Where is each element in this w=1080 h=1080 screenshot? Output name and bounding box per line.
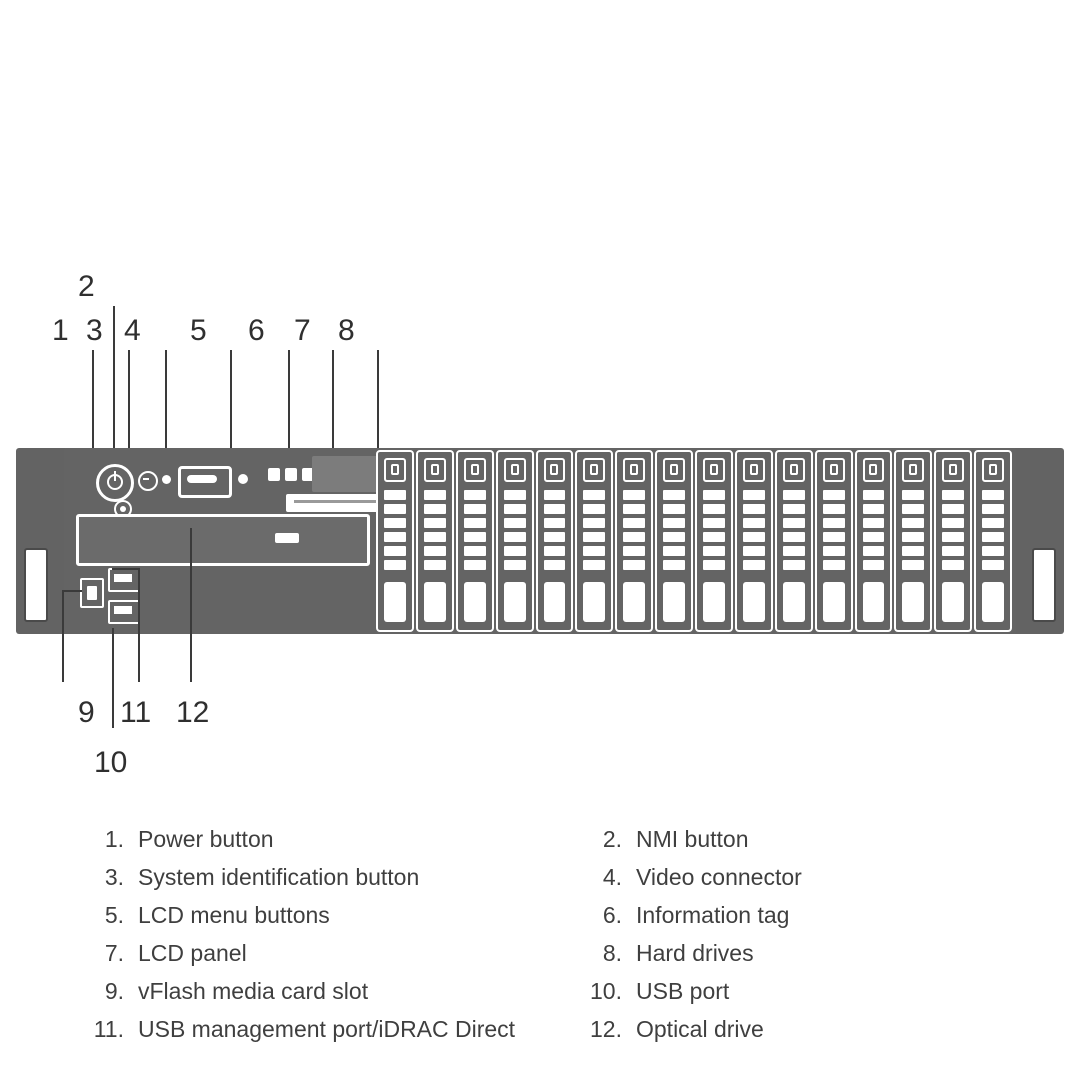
usb-port-icon[interactable] bbox=[108, 600, 140, 624]
drive-latch-icon[interactable] bbox=[783, 458, 805, 482]
drive-handle[interactable] bbox=[783, 582, 805, 622]
rack-ear-left-slot bbox=[24, 548, 48, 622]
drive-vents bbox=[504, 490, 526, 574]
drive-latch-icon[interactable] bbox=[942, 458, 964, 482]
callout-number-11-wrap bbox=[120, 698, 151, 728]
drive-latch-icon[interactable] bbox=[743, 458, 765, 482]
callout-number-3: 3 bbox=[86, 314, 103, 347]
hard-drive-bay-10[interactable] bbox=[735, 450, 773, 632]
server-chassis bbox=[16, 448, 1064, 634]
front-control-strip bbox=[76, 454, 376, 512]
hard-drive-bay-11[interactable] bbox=[775, 450, 813, 632]
drive-latch-icon[interactable] bbox=[982, 458, 1004, 482]
legend-item-9 bbox=[78, 972, 578, 1010]
legend-item-12 bbox=[578, 1010, 1008, 1048]
drive-handle[interactable] bbox=[424, 582, 446, 622]
legend-item-8-number: 8. bbox=[602, 940, 622, 966]
legend-column-left bbox=[78, 820, 578, 1048]
drive-handle[interactable] bbox=[743, 582, 765, 622]
legend-item-6 bbox=[578, 896, 1008, 934]
legend-item-6-label: Information tag bbox=[636, 902, 790, 928]
system-identification-button-icon[interactable] bbox=[138, 471, 158, 491]
callout-number-2-wrap bbox=[78, 272, 95, 302]
legend-item-6-number: 6. bbox=[602, 902, 622, 928]
power-button-icon[interactable] bbox=[96, 464, 134, 502]
drive-vents bbox=[783, 490, 805, 574]
drive-vents bbox=[942, 490, 964, 574]
legend-item-4 bbox=[578, 858, 1008, 896]
drive-latch-icon[interactable] bbox=[583, 458, 605, 482]
drive-vents bbox=[623, 490, 645, 574]
drive-handle[interactable] bbox=[623, 582, 645, 622]
drive-vents bbox=[902, 490, 924, 574]
legend-item-4-number: 4. bbox=[602, 864, 622, 890]
legend-item-5-number: 5. bbox=[104, 902, 124, 928]
callout-number-4: 4 bbox=[124, 314, 141, 347]
legend-item-7-number: 7. bbox=[104, 940, 124, 966]
callout-number-8-wrap bbox=[338, 316, 355, 346]
optical-drive-eject-icon[interactable] bbox=[275, 533, 299, 543]
legend-item-8 bbox=[578, 934, 1008, 972]
front-io-cluster bbox=[80, 566, 200, 628]
hard-drive-bay-16[interactable] bbox=[974, 450, 1012, 632]
drive-handle[interactable] bbox=[583, 582, 605, 622]
drive-vents bbox=[703, 490, 725, 574]
drive-vents bbox=[823, 490, 845, 574]
legend-item-8-label: Hard drives bbox=[636, 940, 754, 966]
lcd-menu-button-left-icon[interactable] bbox=[268, 468, 280, 481]
drive-latch-icon[interactable] bbox=[384, 458, 406, 482]
leader-line-12-v bbox=[190, 528, 192, 682]
drive-latch-icon[interactable] bbox=[623, 458, 645, 482]
drive-vents bbox=[544, 490, 566, 574]
callout-number-9-wrap bbox=[78, 698, 95, 728]
legend-item-9-label: vFlash media card slot bbox=[138, 978, 369, 1004]
callout-number-10: 10 bbox=[94, 746, 128, 779]
drive-vents bbox=[424, 490, 446, 574]
drive-vents bbox=[863, 490, 885, 574]
hard-drive-bay-3[interactable] bbox=[456, 450, 494, 632]
legend-item-1-label: Power button bbox=[138, 826, 274, 852]
drive-handle[interactable] bbox=[703, 582, 725, 622]
drive-vents bbox=[982, 490, 1004, 574]
callout-number-6: 6 bbox=[248, 314, 265, 347]
callout-number-7: 7 bbox=[294, 314, 311, 347]
status-led-secondary-icon bbox=[238, 474, 248, 484]
callout-number-12: 12 bbox=[176, 696, 210, 729]
leader-line-10-v bbox=[112, 628, 114, 728]
hard-drive-bay-15[interactable] bbox=[934, 450, 972, 632]
hard-drive-bay-1[interactable] bbox=[376, 450, 414, 632]
chassis-front-panel bbox=[64, 448, 1016, 634]
legend bbox=[78, 820, 1008, 1048]
legend-item-11-number: 11. bbox=[93, 1016, 124, 1042]
legend-item-2-label: NMI button bbox=[636, 826, 749, 852]
rack-ear-right bbox=[1012, 448, 1064, 634]
legend-item-3-number: 3. bbox=[104, 864, 124, 890]
legend-column-right bbox=[578, 820, 1008, 1048]
drive-vents bbox=[663, 490, 685, 574]
drive-handle[interactable] bbox=[464, 582, 486, 622]
drive-latch-icon[interactable] bbox=[663, 458, 685, 482]
hard-drive-bay-6[interactable] bbox=[575, 450, 613, 632]
hard-drive-bay-13[interactable] bbox=[855, 450, 893, 632]
legend-item-10-label: USB port bbox=[636, 978, 730, 1004]
leader-line-9-h bbox=[62, 590, 82, 592]
leader-line-9-v bbox=[62, 590, 64, 682]
hard-drive-bay-5[interactable] bbox=[536, 450, 574, 632]
drive-handle[interactable] bbox=[663, 582, 685, 622]
hard-drive-bay-12[interactable] bbox=[815, 450, 853, 632]
legend-item-10-number: 10. bbox=[590, 978, 622, 1004]
hard-drive-bay-9[interactable] bbox=[695, 450, 733, 632]
legend-item-9-number: 9. bbox=[104, 978, 124, 1004]
legend-item-4-label: Video connector bbox=[636, 864, 802, 890]
legend-item-1 bbox=[78, 820, 578, 858]
drive-latch-icon[interactable] bbox=[902, 458, 924, 482]
callout-number-6-wrap bbox=[248, 316, 265, 346]
legend-item-7-label: LCD panel bbox=[138, 940, 247, 966]
drive-handle[interactable] bbox=[544, 582, 566, 622]
drive-handle[interactable] bbox=[942, 582, 964, 622]
hard-drive-bay-2[interactable] bbox=[416, 450, 454, 632]
legend-item-3-label: System identification button bbox=[138, 864, 420, 890]
drive-latch-icon[interactable] bbox=[863, 458, 885, 482]
callout-number-8: 8 bbox=[338, 314, 355, 347]
lcd-menu-button-select-icon[interactable] bbox=[285, 468, 297, 481]
hard-drive-bay-array bbox=[376, 450, 1012, 632]
legend-item-11-label: USB management port/iDRAC Direct bbox=[138, 1016, 516, 1042]
drive-latch-icon[interactable] bbox=[703, 458, 725, 482]
callout-number-12-wrap bbox=[176, 698, 209, 728]
legend-item-12-number: 12. bbox=[590, 1016, 622, 1042]
leader-line-4 bbox=[165, 350, 167, 462]
drive-handle[interactable] bbox=[982, 582, 1004, 622]
leader-line-11-v bbox=[138, 568, 140, 682]
callout-number-5: 5 bbox=[190, 314, 207, 347]
legend-item-12-label: Optical drive bbox=[636, 1016, 764, 1042]
legend-item-5 bbox=[78, 896, 578, 934]
callout-number-4-wrap bbox=[124, 316, 141, 346]
drive-latch-icon[interactable] bbox=[823, 458, 845, 482]
usb-management-port-idrac-direct-icon[interactable] bbox=[108, 568, 140, 592]
lcd-menu-buttons[interactable] bbox=[268, 468, 316, 482]
video-connector-icon[interactable] bbox=[178, 466, 232, 498]
callout-number-2: 2 bbox=[78, 270, 95, 303]
drive-handle[interactable] bbox=[863, 582, 885, 622]
hard-drive-bay-14[interactable] bbox=[894, 450, 932, 632]
rack-ear-left bbox=[16, 448, 68, 634]
vflash-media-card-slot-icon[interactable] bbox=[80, 578, 104, 608]
drive-vents bbox=[464, 490, 486, 574]
rack-ear-right-slot bbox=[1032, 548, 1056, 622]
drive-vents bbox=[743, 490, 765, 574]
legend-item-2-number: 2. bbox=[602, 826, 622, 852]
drive-handle[interactable] bbox=[504, 582, 526, 622]
callout-number-1-wrap bbox=[52, 316, 69, 346]
drive-latch-icon[interactable] bbox=[544, 458, 566, 482]
legend-item-5-label: LCD menu buttons bbox=[138, 902, 330, 928]
callout-number-9: 9 bbox=[78, 696, 95, 729]
drive-latch-icon[interactable] bbox=[464, 458, 486, 482]
legend-item-10 bbox=[578, 972, 1008, 1010]
drive-latch-icon[interactable] bbox=[424, 458, 446, 482]
drive-handle[interactable] bbox=[902, 582, 924, 622]
drive-vents bbox=[583, 490, 605, 574]
callout-number-5-wrap bbox=[190, 316, 207, 346]
drive-handle[interactable] bbox=[384, 582, 406, 622]
hard-drive-bay-7[interactable] bbox=[615, 450, 653, 632]
status-led-icon bbox=[162, 475, 171, 484]
legend-item-7 bbox=[78, 934, 578, 972]
drive-latch-icon[interactable] bbox=[504, 458, 526, 482]
optical-drive-bay[interactable] bbox=[76, 514, 370, 566]
leader-line-5 bbox=[230, 350, 232, 464]
callout-number-10-wrap bbox=[94, 748, 127, 778]
callout-number-7-wrap bbox=[294, 316, 311, 346]
leader-line-11-h bbox=[112, 568, 140, 570]
drive-vents bbox=[384, 490, 406, 574]
legend-item-1-number: 1. bbox=[104, 826, 124, 852]
callout-number-1: 1 bbox=[52, 314, 69, 347]
hard-drive-bay-8[interactable] bbox=[655, 450, 693, 632]
callout-number-11: 11 bbox=[120, 696, 152, 729]
callout-number-3-wrap bbox=[86, 316, 103, 346]
legend-item-3 bbox=[78, 858, 578, 896]
hard-drive-bay-4[interactable] bbox=[496, 450, 534, 632]
leader-line-7 bbox=[332, 350, 334, 462]
legend-item-11 bbox=[78, 1010, 578, 1048]
drive-handle[interactable] bbox=[823, 582, 845, 622]
legend-item-2 bbox=[578, 820, 1008, 858]
